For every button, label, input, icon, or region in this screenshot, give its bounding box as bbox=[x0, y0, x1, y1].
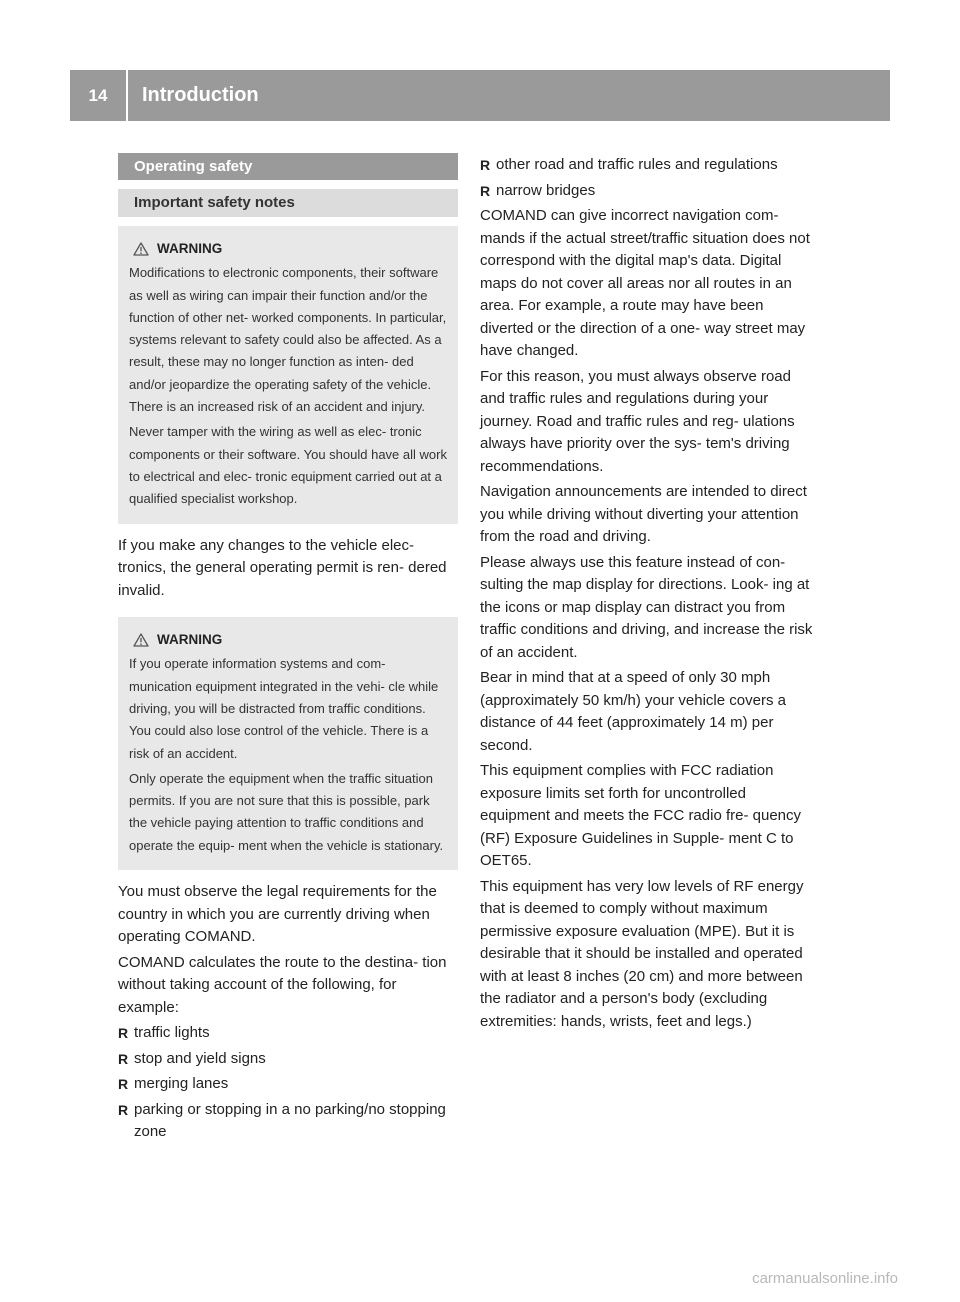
body-paragraph: Bear in mind that at a speed of only 30 mph (approximately 50 km/h) your vehicle covers a distance of 44 feet (approximately 14 m) per second. bbox=[480, 669, 786, 754]
bullet-marker: R bbox=[118, 1050, 129, 1067]
list-item-text: parking or stopping in a no parking/no stopping zone bbox=[134, 1100, 446, 1141]
warning-label: WARNING bbox=[157, 241, 223, 256]
warning-text: Only operate the equipment when the traffic situation permits. If you are not sure that this is possible, park the vehicle paying attention to traffic conditions and operate the equip- ment when the vehicle is stationary. bbox=[129, 770, 444, 853]
body-paragraph: You must observe the legal requirements for the country in which you are currently driving when operating COMAND. bbox=[118, 883, 437, 946]
list-item-text: stop and yield signs bbox=[134, 1049, 266, 1067]
warning-header bbox=[129, 238, 448, 260]
body-paragraph: This equipment complies with FCC radiation exposure limits set forth for uncontrolled equipment and meets the FCC radio fre- quency (RF) Exposure Guidelines in Supple- ment C to OET65. bbox=[480, 762, 801, 869]
page-number: 14 bbox=[88, 85, 108, 105]
list-item bbox=[480, 154, 815, 177]
warning-label: WARNING bbox=[157, 632, 223, 648]
page-header bbox=[70, 70, 890, 121]
list-item-text: narrow bridges bbox=[496, 181, 596, 199]
bullet-marker: R bbox=[118, 1025, 129, 1042]
body-paragraph: COMAND can give incorrect navigation com- mands if the actual street/traffic situation does not correspond with the digital map's data. Digital maps do not cover all areas nor all routes in an area. For example, a route may have been diverted or the direction of a one- way street may have changed. bbox=[480, 207, 810, 359]
warning-text: If you operate information systems and com- munication equipment integrated in the vehi- cle while driving, you will be distracted from traffic conditions. You could also lose control of the vehicle. There is a risk of an accident. bbox=[129, 656, 439, 761]
body-paragraph: If you make any changes to the vehicle elec- tronics, the general operating permit is ren- dered invalid. bbox=[118, 536, 447, 599]
warning-triangle-icon bbox=[133, 242, 149, 256]
warning-triangle-icon bbox=[133, 633, 149, 647]
warning-header bbox=[129, 629, 448, 651]
list-item-text: merging lanes bbox=[134, 1075, 229, 1093]
bullet-marker: R bbox=[118, 1076, 129, 1093]
bullet-list bbox=[480, 154, 815, 202]
list-item-text: traffic lights bbox=[134, 1024, 210, 1042]
body-paragraph: COMAND calculates the route to the destina- tion without taking account of the following, for example: bbox=[118, 953, 447, 1016]
right-column bbox=[480, 154, 815, 1036]
body-paragraph: This equipment has very low levels of RF energy that is deemed to comply without maximum permissive exposure evaluation (MPE). But it is desirable that it should be installed and operated with at least 8 inches (20 cm) and more between the radiator and a person's body (excluding extremities: hands, wrists, feet and legs.) bbox=[480, 877, 804, 1030]
warning-text: Modifications to electronic components, their software as well as wiring can impair their function and/or the function of other net- worked components. In particular, systems relevant to safety could also be affected. As a result, these may no longer function as inten- ded and/or jeopardize the operating safety of the vehicle. There is an increased risk of an accident and injury. bbox=[129, 265, 447, 415]
body-paragraph: For this reason, you must always observe road and traffic rules and regulations during your journey. Road and traffic rules and reg- ulations always have priority over the sys- tem's driving recommendations. bbox=[480, 367, 795, 475]
list-item bbox=[118, 1099, 458, 1144]
section-title: Operating safety bbox=[118, 153, 458, 180]
subsection-title: Important safety notes bbox=[118, 189, 458, 217]
watermark: carmanualsonline.info bbox=[752, 1270, 898, 1287]
list-item bbox=[118, 1048, 458, 1071]
body-paragraph: Please always use this feature instead of con- sulting the map display for directions. Look- ing at the icons or map display can distract you from traffic conditions and driving, and increase the risk of an accident. bbox=[480, 553, 813, 661]
list-item bbox=[118, 1073, 458, 1096]
list-item bbox=[118, 1022, 458, 1045]
left-column bbox=[118, 150, 458, 1147]
chapter-title: Introduction bbox=[142, 84, 259, 106]
warning-text: Never tamper with the wiring as well as elec- tronic components or their software. You should have all work to electrical and elec- tronic equipment carried out at a qualified specialist workshop. bbox=[129, 424, 447, 507]
bullet-marker: R bbox=[118, 1101, 129, 1118]
list-item bbox=[480, 180, 815, 203]
bullet-list bbox=[118, 1022, 458, 1144]
header-divider bbox=[126, 70, 128, 121]
bullet-marker: R bbox=[480, 157, 491, 173]
body-paragraph: Navigation announcements are intended to direct you while driving without diverting your attention from the road and driving. bbox=[480, 483, 807, 545]
list-item-text: other road and traffic rules and regulations bbox=[496, 156, 778, 173]
warning-box bbox=[118, 226, 458, 524]
warning-box bbox=[118, 617, 458, 870]
bullet-marker: R bbox=[480, 182, 491, 199]
